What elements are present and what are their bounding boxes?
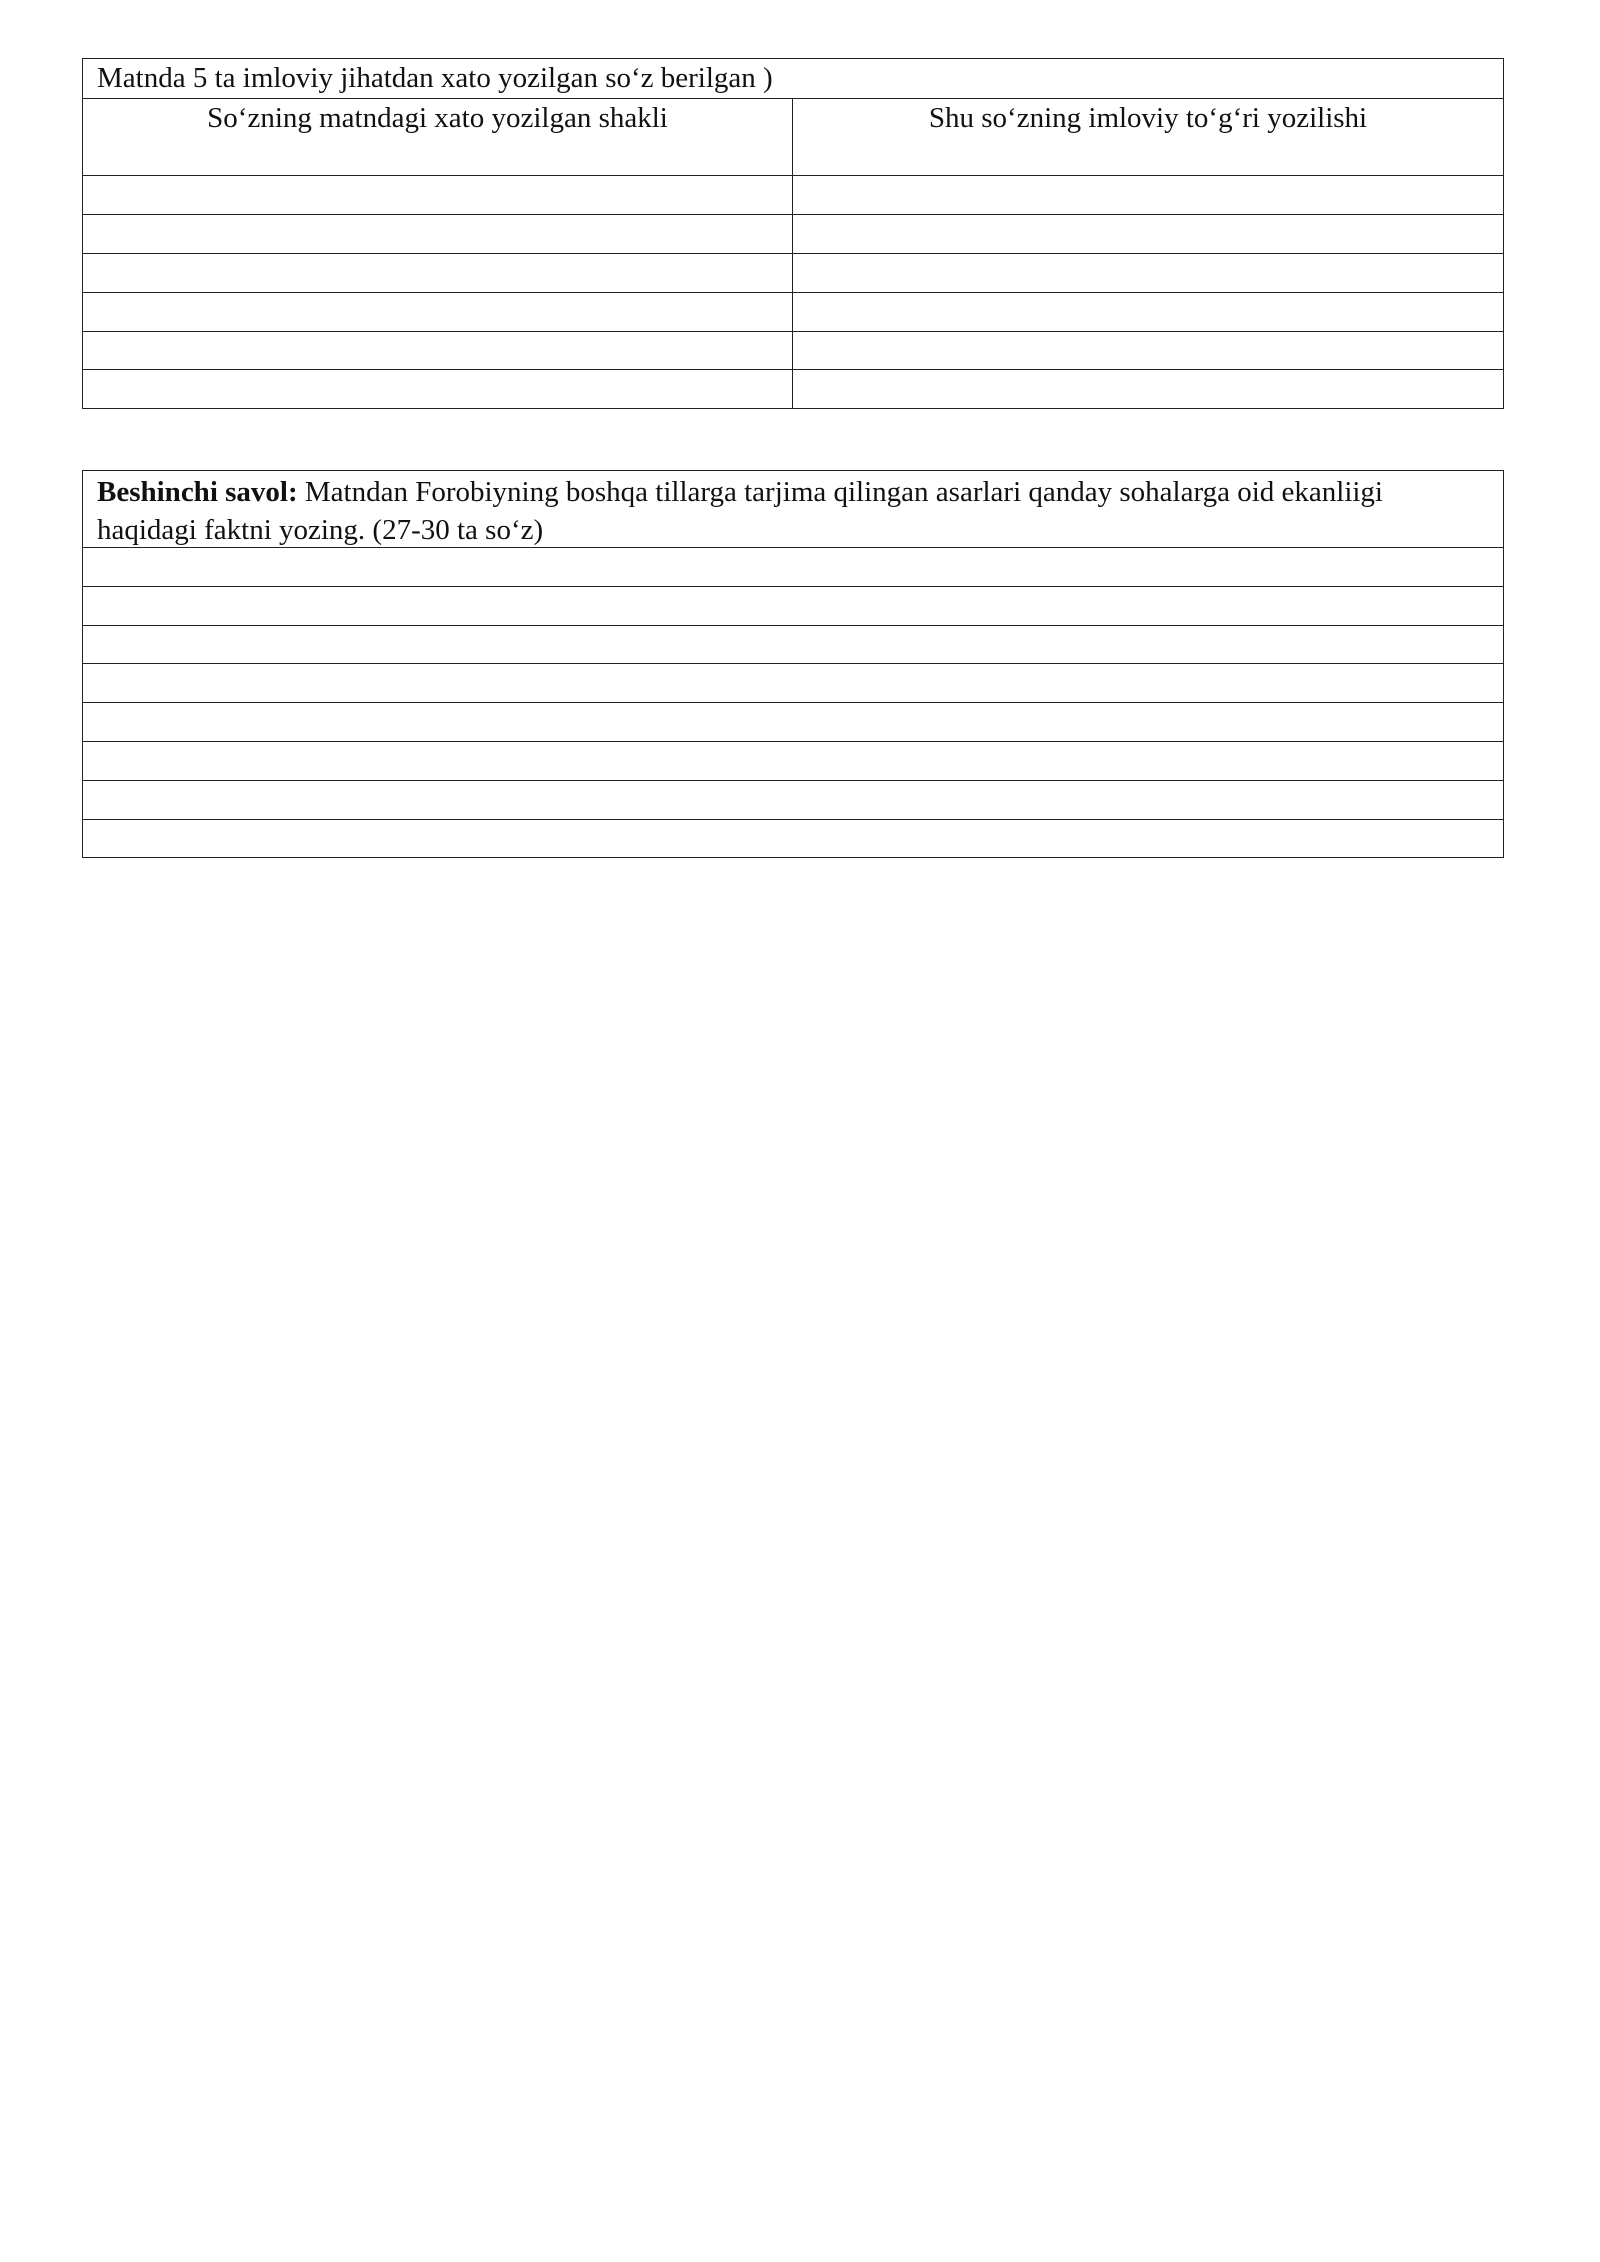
answer-line[interactable] (83, 586, 1503, 625)
table-row (83, 175, 1503, 214)
wrong-form-cell[interactable] (83, 176, 793, 214)
wrong-form-cell[interactable] (83, 254, 793, 292)
column-header-correct-form: Shu so‘zning imloviy to‘g‘ri yozilishi (928, 101, 1368, 134)
wrong-form-cell[interactable] (83, 215, 793, 253)
correct-form-cell[interactable] (793, 137, 1503, 176)
question-five-table (82, 470, 1504, 858)
misspelled-words-table (82, 58, 1504, 409)
table-row (83, 137, 1503, 176)
correct-form-cell[interactable] (793, 332, 1503, 370)
table-header-row (83, 98, 1503, 137)
correct-form-cell[interactable] (793, 254, 1503, 292)
correct-form-cell[interactable] (793, 293, 1503, 331)
table-row (83, 331, 1503, 370)
wrong-form-cell[interactable] (83, 332, 793, 370)
column-header-wrong-form: So‘zning matndagi xato yozilgan shakli (83, 99, 793, 137)
answer-line[interactable] (83, 819, 1503, 858)
wrong-form-cell[interactable] (83, 293, 793, 331)
table-title: Matnda 5 ta imloviy jihatdan xato yozilgan so‘z berilgan ) (97, 62, 773, 94)
correct-form-cell[interactable] (793, 370, 1503, 408)
answer-line[interactable] (83, 547, 1503, 586)
correct-form-cell[interactable] (793, 176, 1503, 214)
answer-line[interactable] (83, 625, 1503, 664)
table-row (83, 214, 1503, 253)
question-five-prompt (83, 471, 1503, 547)
table-row (83, 292, 1503, 331)
answer-line[interactable] (83, 702, 1503, 741)
answer-line[interactable] (83, 663, 1503, 702)
question-label: Beshinchi savol: (97, 476, 298, 508)
wrong-form-cell[interactable] (83, 370, 793, 408)
answer-line[interactable] (83, 741, 1503, 780)
correct-form-cell[interactable] (793, 215, 1503, 253)
answer-line[interactable] (83, 780, 1503, 819)
table-title-row (83, 59, 1503, 98)
wrong-form-cell[interactable] (83, 137, 793, 176)
table-row (83, 369, 1503, 408)
question-text: Matndan Forobiyning boshqa tillarga tarjima qilingan asarlari qanday sohalarga oid ekanliigi haqidagi faktni yozing. (27-30 ta so‘z) (97, 476, 1383, 546)
table-row (83, 253, 1503, 292)
